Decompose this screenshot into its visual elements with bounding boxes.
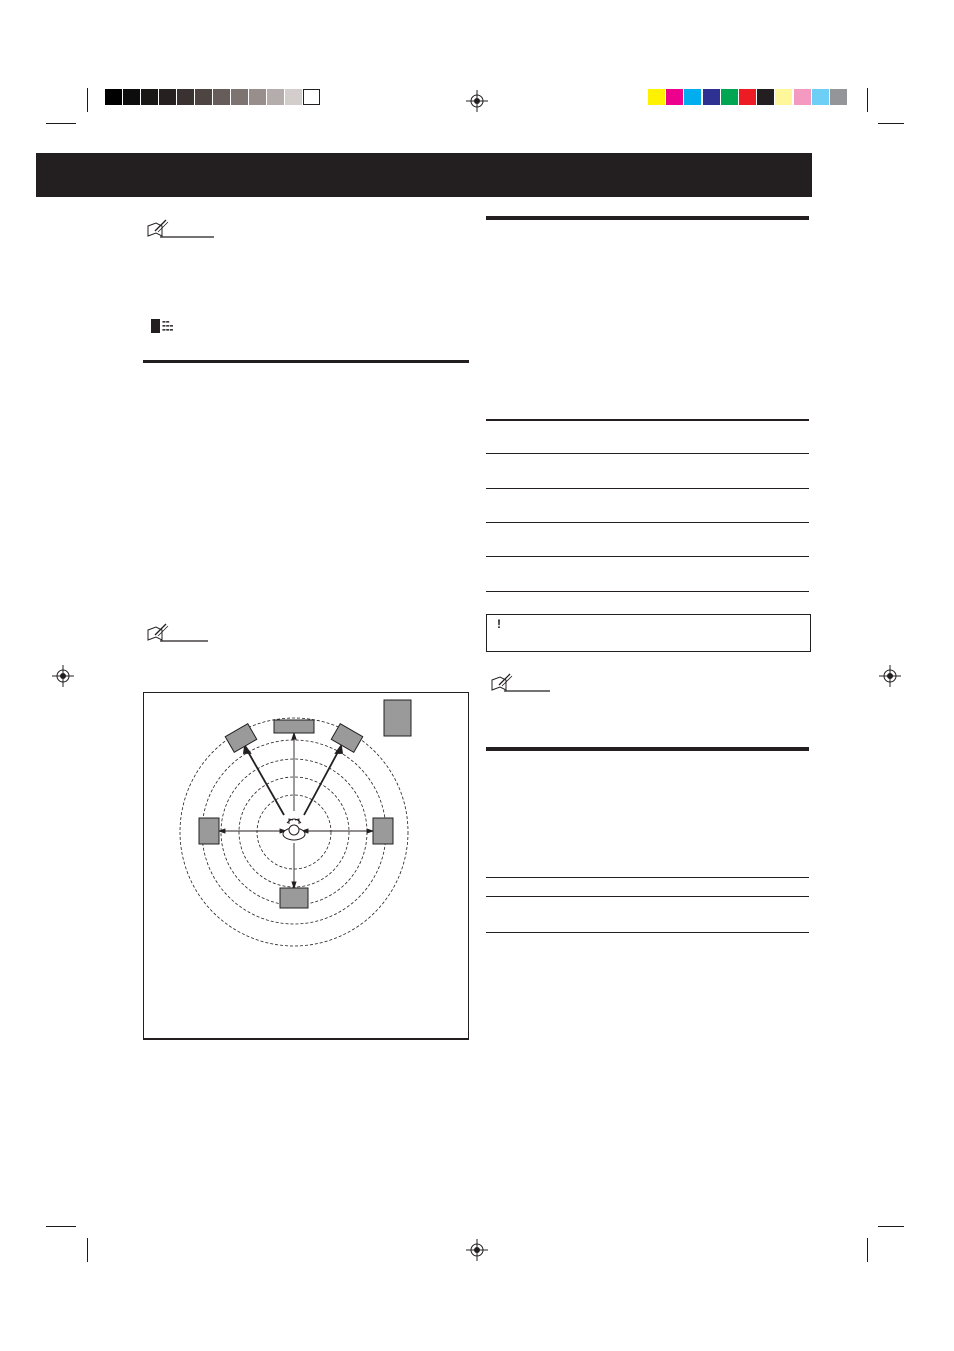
speaker-center [274,720,314,733]
crop-mark-top-left-v [87,88,88,112]
table-rule [486,453,809,454]
speaker-rear-center [280,888,308,908]
crop-mark-bottom-left-v [87,1238,88,1262]
color-swatch [684,89,701,105]
table-rule-top [486,419,809,421]
crop-mark-bottom-right-v [867,1238,868,1262]
speaker-surround-left [199,818,219,844]
grayscale-swatch [195,89,212,105]
color-swatch [648,89,665,105]
speaker-subwoofer [384,700,411,736]
arrow-to-front-right [304,750,339,815]
crop-mark-bottom-left-h [46,1226,76,1227]
crop-mark-bottom-right-h [878,1226,904,1227]
section-rule [486,747,809,751]
registration-crosshair-icon [466,1239,488,1261]
color-swatch [703,89,720,105]
grayscale-swatch [249,89,266,105]
dolby-logo-icon: ▬▬ ▬▬▬ ▬▬▬ [151,319,179,333]
grayscale-swatch [303,89,320,105]
speaker-front-right [331,724,363,753]
note-pencil-icon [146,622,216,642]
table-rule [486,522,809,523]
note-pencil-icon [146,218,216,238]
note-pencil-icon [490,672,560,692]
table-rule [486,488,809,489]
diagram-bottom-rule [143,1038,469,1040]
section-rule [486,216,809,220]
color-swatch [757,89,774,105]
color-swatch [794,89,811,105]
table-rule [486,896,809,897]
crop-mark-top-right-v [867,88,868,112]
arrow-to-front-left [247,750,284,815]
grayscale-swatch [159,89,176,105]
speaker-layout-svg [144,693,468,1038]
table-rule [486,556,809,557]
caution-box [486,614,811,652]
table-rule-bottom [486,591,809,592]
section-rule [143,360,469,363]
grayscale-swatch [285,89,302,105]
grayscale-swatch [267,89,284,105]
grayscale-swatch [177,89,194,105]
color-swatch [666,89,683,105]
speaker-surround-right [373,818,393,844]
table-rule-top [486,877,809,878]
grayscale-swatch [123,89,140,105]
table-rule-bottom [486,932,809,933]
color-swatch [812,89,829,105]
grayscale-swatch [105,89,122,105]
speaker-front-left [225,724,257,753]
registration-crosshair-icon [52,665,74,687]
exclamation-icon: ! [497,617,501,631]
crop-mark-top-left-h [46,123,76,124]
listener-icon [283,819,305,840]
color-swatch [739,89,756,105]
color-swatch [775,89,792,105]
grayscale-swatch [141,89,158,105]
crop-mark-top-right-h [878,123,904,124]
registration-crosshair-icon [466,90,488,112]
grayscale-swatch [213,89,230,105]
speaker-layout-diagram [143,692,469,1039]
color-swatch [830,89,847,105]
grayscale-swatch [231,89,248,105]
color-swatch [721,89,738,105]
page-header-band [36,153,812,197]
registration-crosshair-icon [879,665,901,687]
